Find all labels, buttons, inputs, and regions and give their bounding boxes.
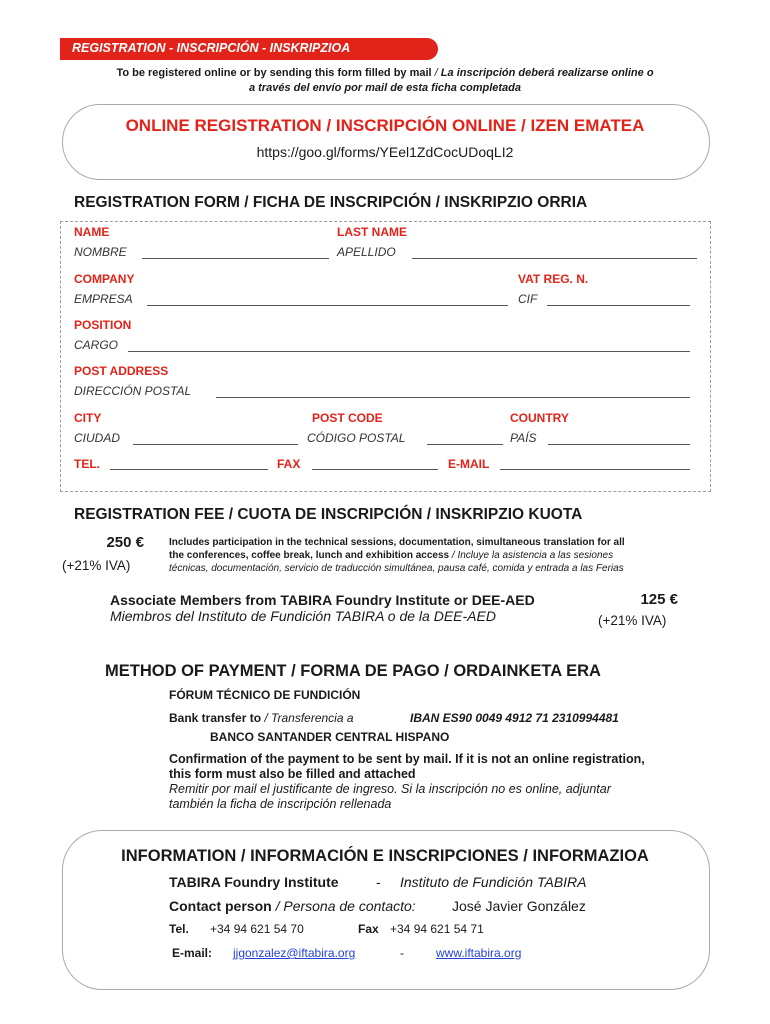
contact-label-es: Persona de contacto:	[283, 898, 416, 914]
payment-confirm-line-1: Confirmation of the payment to be sent by mail. If it is not an online registration,	[169, 752, 645, 766]
company-field-label: EMPRESA	[74, 292, 133, 306]
country-label: COUNTRY	[510, 411, 569, 425]
fax-input-line[interactable]	[312, 469, 438, 470]
registration-fee-title: REGISTRATION FEE / CUOTA DE INSCRIPCIÓN / INSKRIPZIO KUOTA	[74, 506, 583, 523]
fee-desc-line-1: Includes participation in the technical sessions, documentation, simultaneous translation for all	[169, 537, 625, 548]
lastname-field-label: APELLIDO	[337, 245, 396, 259]
contact-sep: /	[271, 898, 284, 914]
online-registration-title: ONLINE REGISTRATION / INSCRIPCIÓN ONLINE / IZEN EMATEA	[125, 116, 645, 135]
online-registration-url[interactable]: https://goo.gl/forms/YEel1ZdCocUDoqLI2	[256, 144, 514, 160]
registration-form-title: REGISTRATION FORM / FICHA DE INSCRIPCIÓN / INSKRIPZIO ORRIA	[74, 194, 588, 211]
info-email-label: E-mail:	[172, 946, 213, 960]
info-org-en: TABIRA Foundry Institute	[169, 874, 339, 890]
intro-text-en: To be registered online or by sending this form filled by mail	[116, 67, 432, 79]
address-input-line[interactable]	[216, 397, 690, 398]
fax-label: FAX	[277, 457, 301, 471]
intro-line-2: a través del envío por mail de esta ficha completada	[248, 82, 522, 94]
lastname-input-line[interactable]	[412, 258, 697, 259]
info-org-dash: -	[376, 874, 381, 890]
info-fax-label: Fax	[358, 922, 379, 936]
name-label: NAME	[74, 225, 110, 239]
members-price: 125 €	[640, 591, 678, 608]
email-label: E-MAIL	[448, 457, 490, 471]
payment-beneficiary: FÓRUM TÉCNICO DE FUNDICIÓN	[169, 688, 361, 702]
fee-price: 250 €	[106, 534, 144, 551]
bank-transfer-sep: /	[261, 711, 272, 725]
name-input-line[interactable]	[142, 258, 329, 259]
banner-title: REGISTRATION - INSCRIPCIÓN - INSKRIPZIOA	[60, 38, 438, 60]
members-text-es: Miembros del Instituto de Fundición TABIRA o de la DEE-AED	[110, 608, 496, 624]
fee-desc-line-3: técnicas, documentación, servicio de traducción simultánea, pausa café, comida y entrada a las Ferias	[169, 563, 624, 574]
payment-confirm-es-line-1: Remitir por mail el justificante de ingreso. Si la inscripción no es online, adjuntar	[169, 782, 611, 796]
info-email-link[interactable]: jjgonzalez@iftabira.org	[233, 946, 356, 960]
country-field-label: PAÍS	[510, 431, 537, 445]
position-label: POSITION	[74, 318, 132, 332]
city-field-label: CIUDAD	[74, 431, 121, 445]
info-fax: +34 94 621 54 71	[390, 922, 484, 936]
fee-desc-en: the conferences, coffee break, lunch and exhibition access	[169, 550, 450, 561]
payment-bank-transfer	[169, 711, 354, 725]
address-label: POST ADDRESS	[74, 364, 169, 378]
fee-desc-sep: /	[449, 550, 458, 561]
bank-transfer-es: Transferencia a	[271, 711, 354, 725]
info-link-dash: -	[400, 946, 404, 960]
country-input-line[interactable]	[548, 444, 690, 445]
info-org-es: Instituto de Fundición TABIRA	[400, 874, 587, 890]
payment-confirm-line-2: this form must also be filled and attached	[169, 767, 416, 781]
vat-field-label: CIF	[518, 292, 538, 306]
position-input-line[interactable]	[128, 351, 690, 352]
payment-title: METHOD OF PAYMENT / FORMA DE PAGO / ORDAINKETA ERA	[105, 662, 601, 680]
vat-input-line[interactable]	[547, 305, 690, 306]
payment-confirm-es-line-2: también la ficha de inscripción rellenada	[169, 797, 392, 811]
contact-name: José Javier González	[452, 898, 586, 914]
address-field-label: DIRECCIÓN POSTAL	[74, 384, 192, 398]
info-website-link[interactable]: www.iftabira.org	[436, 946, 522, 960]
postcode-input-line[interactable]	[427, 444, 503, 445]
information-title: INFORMATION / INFORMACIÓN E INSCRIPCIONES / INFORMAZIOA	[121, 847, 649, 865]
email-input-line[interactable]	[500, 469, 690, 470]
members-vat: (+21% IVA)	[598, 613, 667, 628]
company-input-line[interactable]	[147, 305, 508, 306]
tel-label: TEL.	[74, 457, 100, 471]
city-input-line[interactable]	[133, 444, 298, 445]
name-field-label: NOMBRE	[74, 245, 127, 259]
fee-vat: (+21% IVA)	[62, 558, 131, 573]
contact-label: Contact person	[169, 898, 272, 914]
intro-text-es: La inscripción deberá realizarse online o	[440, 67, 654, 79]
city-label: CITY	[74, 411, 102, 425]
position-field-label: CARGO	[74, 338, 119, 352]
intro-sep: /	[431, 67, 441, 79]
bank-transfer-en: Bank transfer to	[169, 711, 262, 725]
company-label: COMPANY	[74, 272, 135, 286]
fee-desc-es: Incluye la asistencia a las sesiones	[457, 550, 614, 561]
postcode-label: POST CODE	[312, 411, 383, 425]
postcode-field-label: CÓDIGO POSTAL	[307, 431, 406, 445]
fee-desc-line-2	[169, 550, 613, 561]
tel-input-line[interactable]	[110, 469, 268, 470]
payment-bank-name: BANCO SANTANDER CENTRAL HISPANO	[210, 730, 450, 744]
info-tel-label: Tel.	[169, 922, 189, 936]
info-tel: +34 94 621 54 70	[210, 922, 304, 936]
registration-form-box	[60, 221, 711, 492]
vat-label: VAT REG. N.	[518, 272, 589, 286]
lastname-label: LAST NAME	[337, 225, 407, 239]
info-contact	[169, 898, 416, 914]
members-text-en: Associate Members from TABIRA Foundry Institute or DEE-AED	[110, 592, 535, 608]
intro-line-1	[0, 67, 770, 79]
payment-iban: IBAN ES90 0049 4912 71 2310994481	[410, 711, 619, 725]
